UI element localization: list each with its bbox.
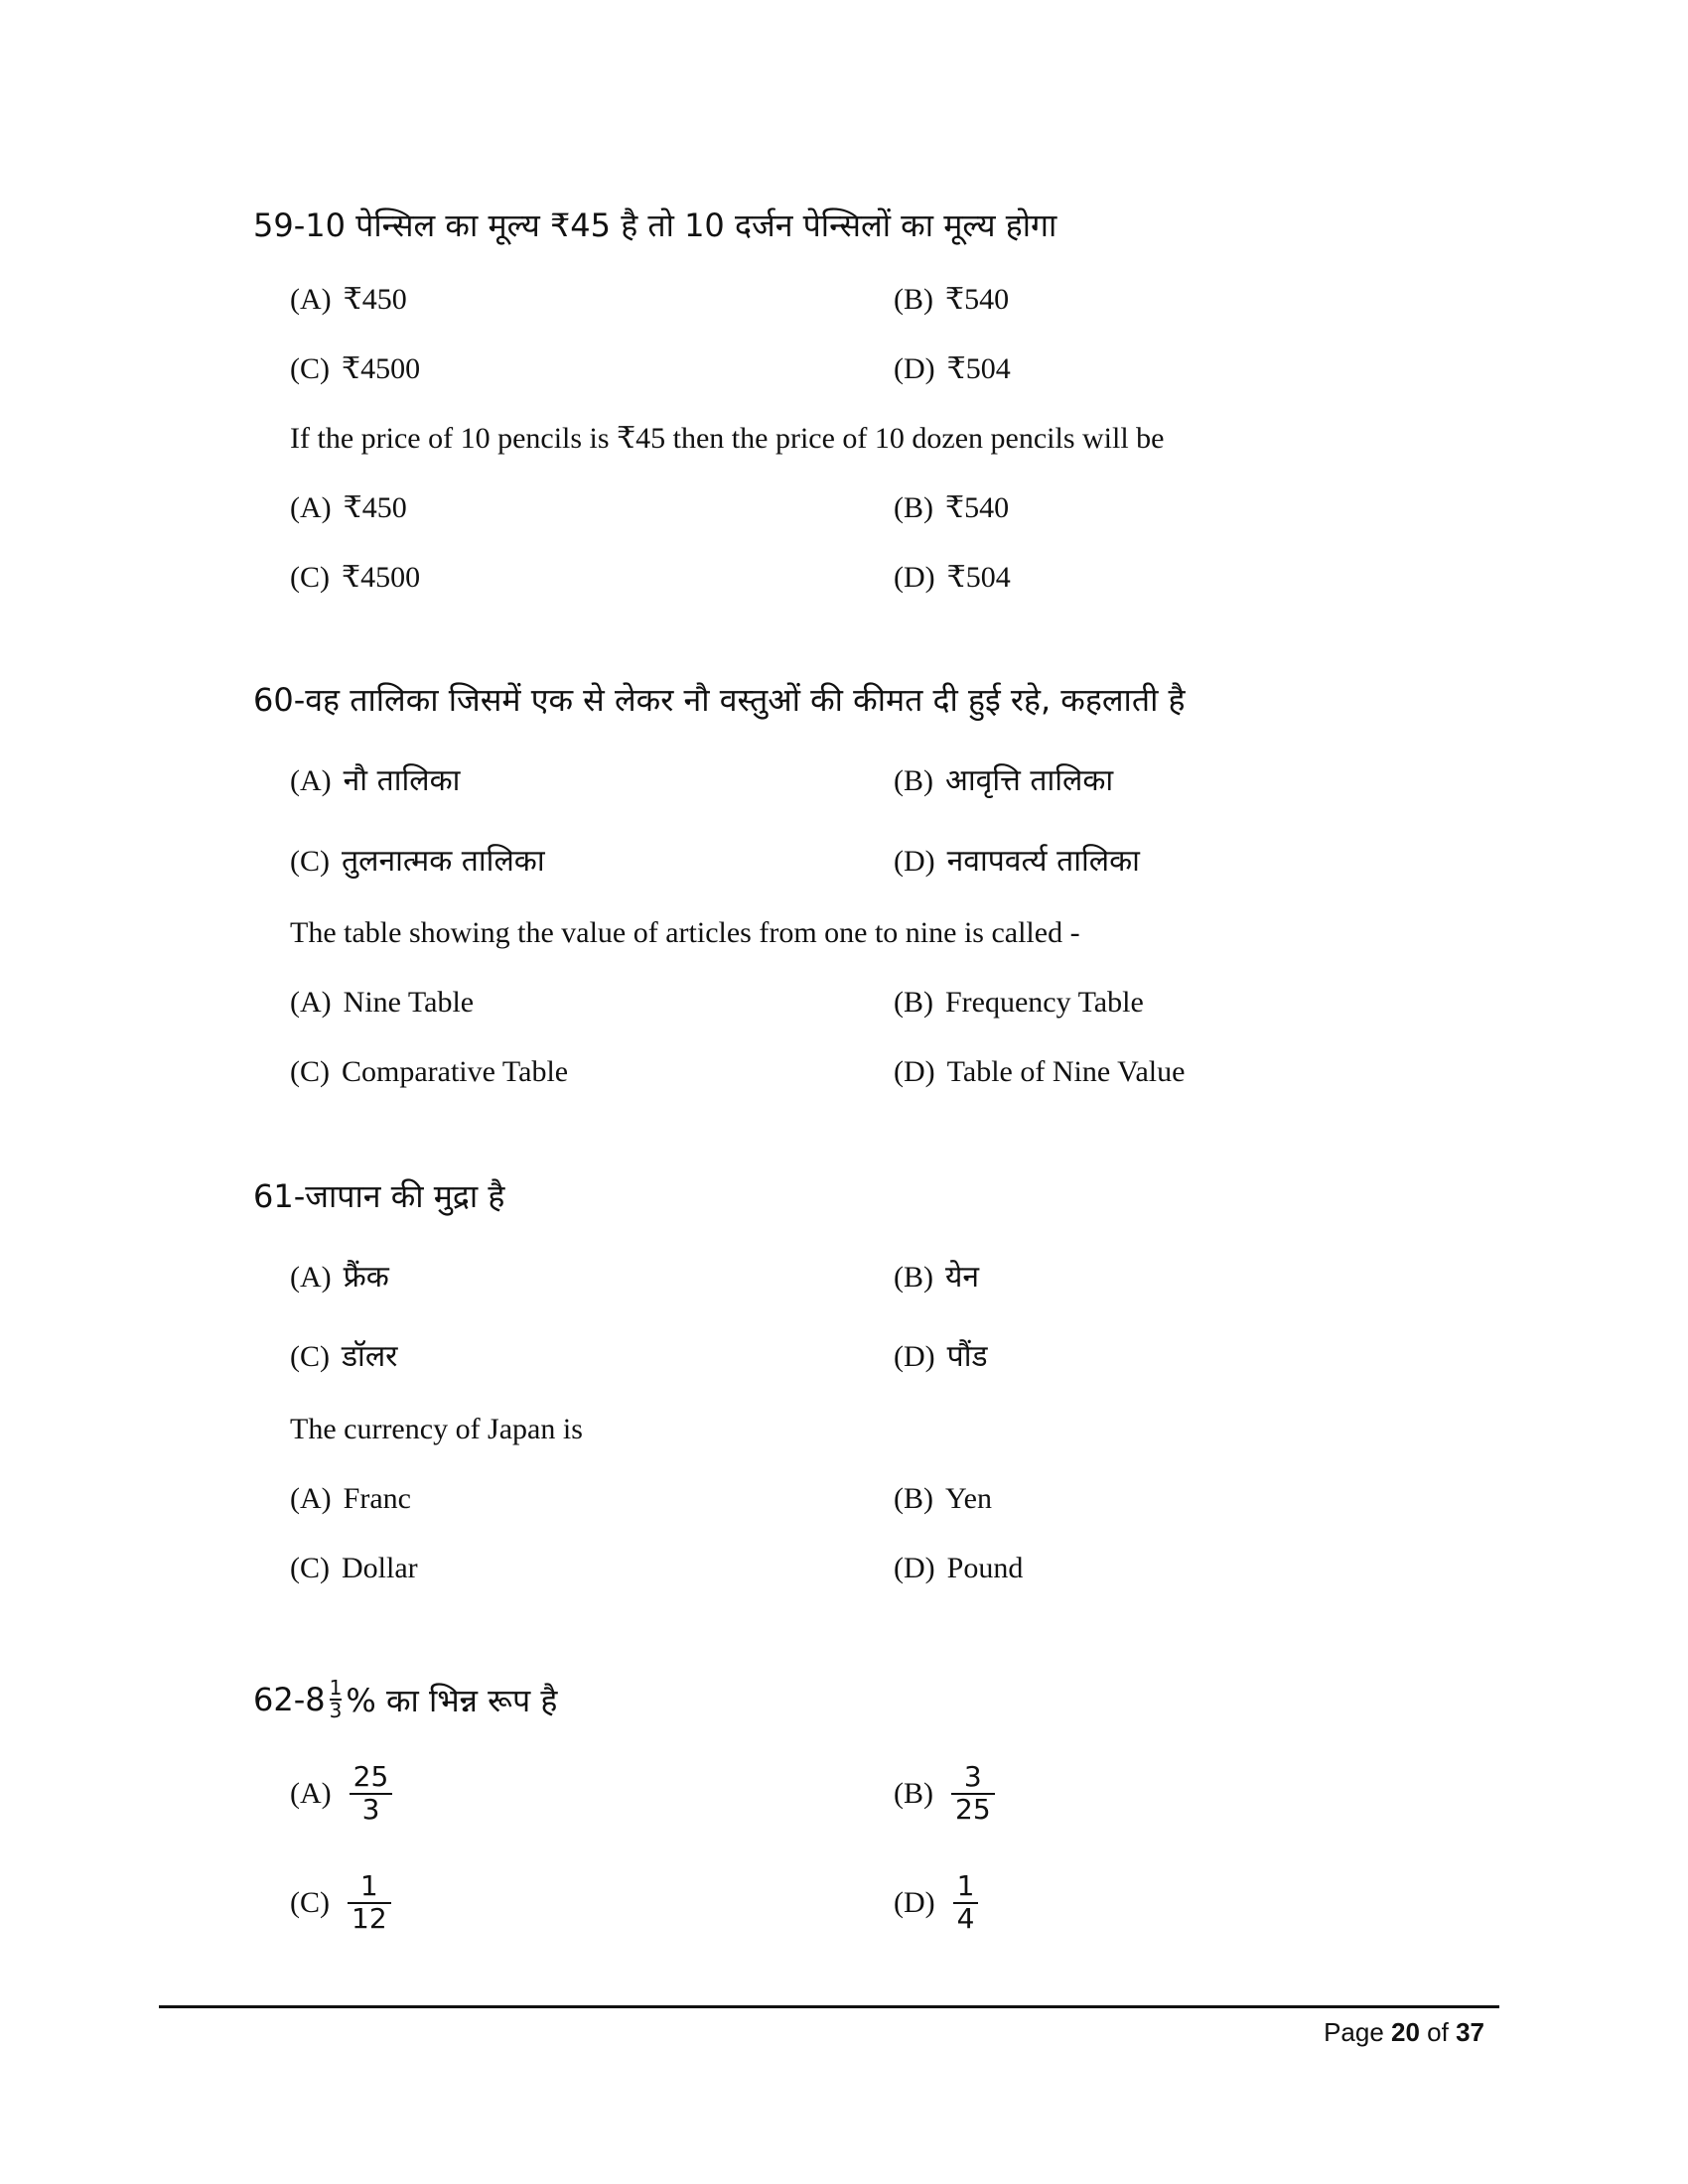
option-text: ₹540 [945,283,1010,316]
option-text: ₹450 [343,283,407,316]
fraction-denominator: 4 [956,1901,975,1935]
fraction-numerator: 1 [359,1869,378,1902]
option-label: (D) [894,561,935,594]
option-text: Frequency Table [945,986,1144,1019]
fraction-numerator: 3 [963,1760,982,1793]
question-text: वह तालिका जिसमें एक से लेकर नौ वस्तुओं की कीमत दी हुई रहे, कहलाती है [305,681,1186,719]
question-number: 59- [253,206,306,244]
option-text: तुलनात्मक तालिका [342,844,545,879]
q61-hindi-option-a [290,1255,389,1296]
q61-hindi-option-c [290,1334,397,1375]
option-label: (D) [894,845,935,878]
mixed-number-whole: 8 [305,1681,326,1718]
question-61-english-stem: The currency of Japan is [290,1413,583,1445]
option-text: Nine Table [343,986,475,1019]
option-label: (D) [894,1340,935,1373]
fraction-denominator: 25 [955,1792,991,1826]
q62-option-d [894,1871,978,1935]
option-label: (C) [290,352,330,385]
option-label: (A) [290,764,332,797]
option-fraction [953,1871,979,1935]
q59-english-option-b [894,490,1009,525]
option-label: (C) [290,845,330,878]
option-text: पौंड [946,1339,988,1374]
mixed-number-fraction [330,1678,343,1721]
q60-hindi-option-c [290,839,545,880]
footer-divider [159,2005,1499,2008]
q59-english-option-c [290,560,420,595]
q61-english-option-d [894,1552,1023,1585]
question-number: 60- [253,681,306,719]
option-label: (B) [894,1261,933,1294]
option-label: (D) [894,1552,935,1584]
option-label: (A) [290,283,332,316]
current-page: 20 [1391,2017,1420,2047]
q62-option-b [894,1762,995,1826]
option-label: (B) [894,283,933,316]
option-label: (C) [290,1885,330,1919]
question-number: 61- [253,1177,306,1215]
page-prefix: Page [1324,2017,1392,2047]
fraction-numerator: 1 [956,1869,975,1902]
option-label: (C) [290,1552,330,1584]
option-label: (B) [894,491,933,524]
q62-option-c [290,1871,391,1935]
option-text: ₹450 [343,491,407,524]
q59-hindi-option-a [290,282,407,317]
option-text: ₹540 [945,491,1010,524]
option-text: ₹4500 [342,561,421,594]
q60-hindi-option-a [290,758,460,799]
option-label: (A) [290,986,332,1019]
question-text: जापान की मुद्रा है [305,1177,505,1215]
q60-english-option-d [894,1055,1185,1089]
question-60-english-stem: The table showing the value of articles from one to nine is called - [290,916,1080,949]
option-fraction [951,1762,995,1826]
option-label: (D) [894,1885,935,1919]
page-of: of [1419,2017,1457,2047]
q60-english-option-c [290,1055,568,1089]
page-number [1324,2017,1484,2048]
question-59-hindi-stem [253,204,1056,246]
fraction-denominator: 3 [361,1792,380,1826]
q61-hindi-option-b [894,1255,979,1296]
fraction-numerator: 25 [352,1760,389,1793]
option-text: येन [945,1260,980,1295]
option-text: नौ तालिका [343,763,461,798]
question-text: 10 पेन्सिल का मूल्य ₹45 है तो 10 दर्जन पेन्सिलों का मूल्य होगा [305,206,1057,244]
question-62-hindi-stem [253,1678,557,1721]
q61-english-option-c [290,1552,418,1585]
option-label: (D) [894,352,935,385]
option-text: Comparative Table [342,1055,569,1088]
option-text: Table of Nine Value [946,1055,1186,1088]
option-label: (B) [894,1776,933,1810]
q60-english-option-a [290,986,474,1020]
question-number: 62- [253,1681,306,1718]
q60-hindi-option-d [894,839,1140,880]
option-label: (B) [894,1482,933,1515]
option-label: (C) [290,1055,330,1088]
option-text: Yen [945,1482,992,1515]
option-label: (A) [290,1261,332,1294]
fraction-denominator: 3 [329,1699,343,1722]
option-text: ₹504 [946,352,1011,385]
option-fraction [350,1762,393,1826]
q62-option-a [290,1762,392,1826]
option-text: Franc [343,1482,411,1515]
q61-hindi-option-d [894,1334,988,1375]
option-label: (B) [894,986,933,1019]
option-fraction [348,1871,391,1935]
total-pages: 37 [1456,2017,1484,2047]
option-label: (A) [290,491,332,524]
option-label: (A) [290,1482,332,1515]
option-text: ₹504 [946,561,1011,594]
q59-hindi-option-c [290,351,420,386]
option-label: (A) [290,1776,332,1810]
option-label: (C) [290,1340,330,1373]
option-text: डॉलर [342,1339,398,1374]
q60-english-option-b [894,986,1144,1020]
question-59-english-stem: If the price of 10 pencils is ₹45 then the price of 10 dozen pencils will be [290,422,1165,455]
option-text: आवृत्ति तालिका [945,763,1114,798]
question-61-hindi-stem [253,1174,504,1217]
option-text: नवापवर्त्य तालिका [946,844,1140,879]
fraction-denominator: 12 [352,1901,387,1935]
q60-hindi-option-b [894,758,1113,799]
option-text: फ्रैंक [343,1260,389,1295]
option-label: (C) [290,561,330,594]
q59-english-option-a [290,490,407,525]
fraction-numerator: 1 [329,1676,343,1700]
option-text: ₹4500 [342,352,421,385]
option-text: Dollar [342,1552,418,1584]
q61-english-option-b [894,1482,992,1516]
q61-english-option-a [290,1482,411,1516]
question-text: % का भिन्न रूप है [346,1681,558,1719]
q59-hindi-option-d [894,351,1011,386]
option-label: (B) [894,764,933,797]
q59-english-option-d [894,560,1011,595]
q59-hindi-option-b [894,282,1009,317]
question-60-hindi-stem [253,678,1186,721]
option-label: (D) [894,1055,935,1088]
option-text: Pound [946,1552,1024,1584]
